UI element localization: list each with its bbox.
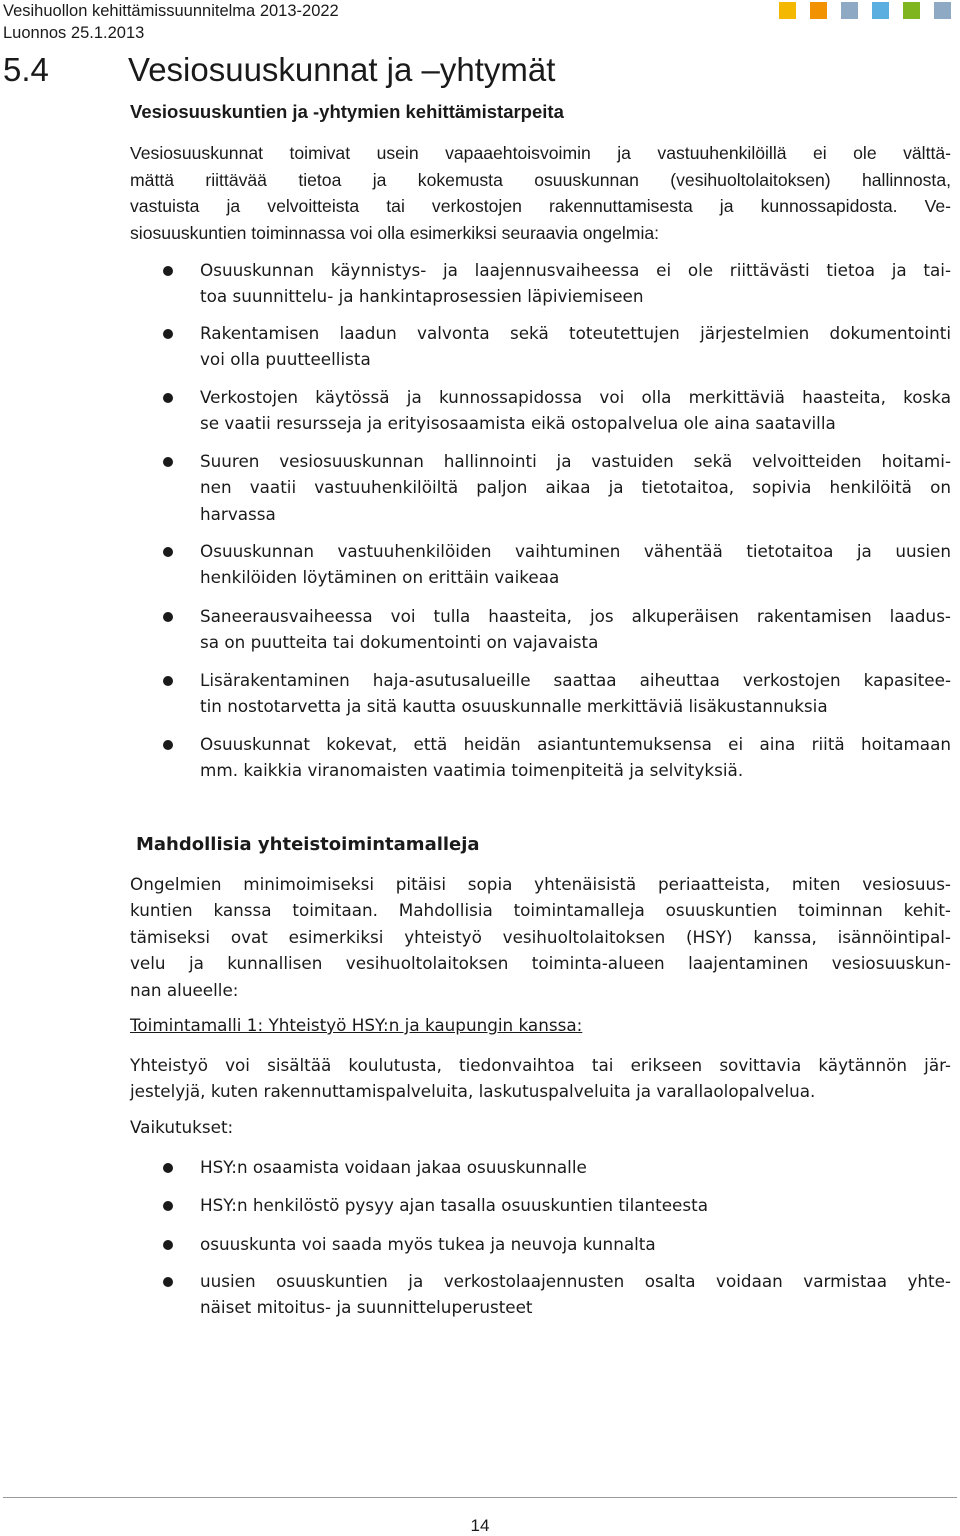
effects-list-item-line: osuuskunta voi saada myös tukea ja neuvoja kunnalta [200,1234,656,1254]
needs-list-item-line: nen vaatii vastuuhenkilöiltä paljon aikaa ja tietotaitoa, sopivia henkilöitä on [200,477,951,498]
bullet-icon [163,266,173,276]
needs-list-item [200,384,951,437]
needs-list-item-line: henkilöiden löytäminen on erittäin vaikeaa [200,567,560,588]
document-title: Vesihuollon kehittämissuunnitelma 2013-2022 [3,2,339,20]
bullet-icon [163,676,173,686]
bullet-icon [163,329,173,339]
needs-list-item [200,257,951,310]
needs-list-item [200,667,951,720]
bullet-icon [163,1277,173,1287]
bullet-icon [163,1240,173,1250]
needs-list-item [200,731,951,784]
bullet-icon [163,740,173,750]
color-square-3 [841,2,858,19]
needs-list-item [200,448,951,527]
section-heading [3,50,555,90]
footer-divider [3,1497,957,1498]
draft-date: Luonnos 25.1.2013 [3,24,145,42]
needs-list-item-line: se vaatii resursseja ja erityisosaamista eikä ostopalvelua ole aina saatavilla [200,413,836,434]
bullet-icon [163,612,173,622]
models-intro [130,871,951,1003]
needs-intro-line: siosuuskuntien toiminnassa voi olla esimerkiksi seuraavia ongelmia: [130,222,660,243]
bullet-icon [163,393,173,403]
effects-label: Vaikutukset: [130,1117,234,1137]
page-number: 14 [470,1516,490,1535]
color-square-4 [872,2,889,19]
needs-list-item-line: Suuren vesiosuuskunnan hallinnointi ja vastuiden sekä velvoitteiden hoitami- [200,451,951,471]
model1-title: Toimintamalli 1: Yhteistyö HSY:n ja kaupungin kanssa: [130,1015,583,1035]
effects-list-item [200,1268,951,1321]
needs-list-item-line: Osuuskunnat kokevat, että heidän asiantuntemuksensa ei aina riitä hoitamaan [200,734,951,754]
model1-line: Yhteistyö voi sisältää koulutusta, tiedonvaihtoa tai erikseen sovittavia käytännön jär- [130,1055,951,1075]
needs-list-item-line: harvassa [200,503,276,524]
effects-list-item-line: HSY:n osaamista voidaan jakaa osuuskunnalle [200,1157,587,1177]
effects-list-item-line: HSY:n henkilöstö pysyy ajan tasalla osuuskuntien tilanteesta [200,1195,708,1215]
needs-intro-line: Vesiosuuskunnat toimivat usein vapaaehtoisvoimin ja vastuuhenkilöillä ei ole välttä- [130,143,951,163]
needs-list-item-line: mm. kaikkia viranomaisten vaatimia toimenpiteitä ja selvityksiä. [200,760,744,781]
color-square-2 [810,2,827,19]
needs-list-item [200,320,951,373]
needs-list-item-line: toa suunnittelu- ja hankintaprosessien läpiviemiseen [200,286,644,307]
models-intro-line: velu ja kunnallisen vesihuoltolaitoksen toiminta-alueen laajentaminen vesiosuuskun- [130,953,951,974]
needs-list-item-line: Osuuskunnan vastuuhenkilöiden vaihtuminen vähentää tietotaitoa ja uusien [200,541,951,561]
header-color-squares [779,2,951,19]
model1-line: jestelyjä, kuten rakennuttamispalveluita, laskutuspalveluita ja varallaolopalvelua. [130,1081,816,1102]
models-intro-line: kuntien kanssa toimitaan. Mahdollisia toimintamalleja osuuskuntien toiminnan kehit- [130,900,951,921]
models-intro-line: nan alueelle: [130,979,239,1000]
section-number: 5.4 [3,51,49,88]
needs-list-item [200,603,951,656]
models-intro-line: Ongelmien minimoimiseksi pitäisi sopia yhtenäisistä periaatteista, miten vesiosuus- [130,874,951,894]
needs-list-item-line: sa on puutteita tai dokumentointi on vajavaista [200,632,599,653]
needs-list-item-line: Osuuskunnan käynnistys- ja laajennusvaiheessa ei ole riittävästi tietoa ja tai- [200,260,951,280]
models-intro-line: tämiseksi ovat esimerkiksi yhteistyö vesihuoltolaitoksen (HSY) kanssa, isännöintipal- [130,926,951,947]
needs-list-item-line: Rakentamisen laadun valvonta sekä toteutettujen järjestelmien dokumentointi [200,323,951,343]
needs-list-item-line: Verkostojen käytössä ja kunnossapidossa voi olla merkittäviä haasteita, koska [200,387,951,407]
effects-list-item [200,1154,951,1180]
color-square-5 [903,2,920,19]
bullet-icon [163,547,173,557]
effects-list-item [200,1192,951,1218]
color-square-1 [779,2,796,19]
section-title: Vesiosuuskunnat ja –yhtymät [128,51,556,88]
needs-list-item-line: voi olla puutteellista [200,349,371,370]
needs-list-item-line: Saneerausvaiheessa voi tulla haasteita, jos alkuperäisen rakentamisen laadus- [200,606,951,626]
bullet-icon [163,457,173,467]
effects-list-item [200,1231,951,1257]
needs-list-item-line: Lisärakentaminen haja-asutusalueille saattaa aiheuttaa verkostojen kapasitee- [200,670,951,690]
needs-intro-line: vastuista ja velvoitteista tai verkostojen rakennuttamisesta ja kunnossapidosta. Ve- [130,196,951,216]
bullet-icon [163,1201,173,1211]
effects-list-item-line: uusien osuuskuntien ja verkostolaajennusten osalta voidaan varmistaa yhte- [200,1271,951,1291]
needs-intro-line: mättä riittävää tietoa ja kokemusta osuuskunnan (vesihuoltolaitoksen) hallinnosta, [130,169,951,190]
effects-list-item-line: näiset mitoitus- ja suunnitteluperusteet [200,1297,533,1318]
needs-list-item [200,538,951,591]
models-heading: Mahdollisia yhteistoimintamalleja [136,834,480,855]
page-header [3,0,339,44]
color-square-6 [934,2,951,19]
model1-description [130,1052,951,1105]
needs-heading: Vesiosuuskuntien ja -yhtymien kehittämistarpeita [130,101,564,122]
bullet-icon [163,1163,173,1173]
needs-intro [130,140,951,246]
needs-list-item-line: tin nostotarvetta ja sitä kautta osuuskunnalle merkittäviä lisäkustannuksia [200,696,828,717]
